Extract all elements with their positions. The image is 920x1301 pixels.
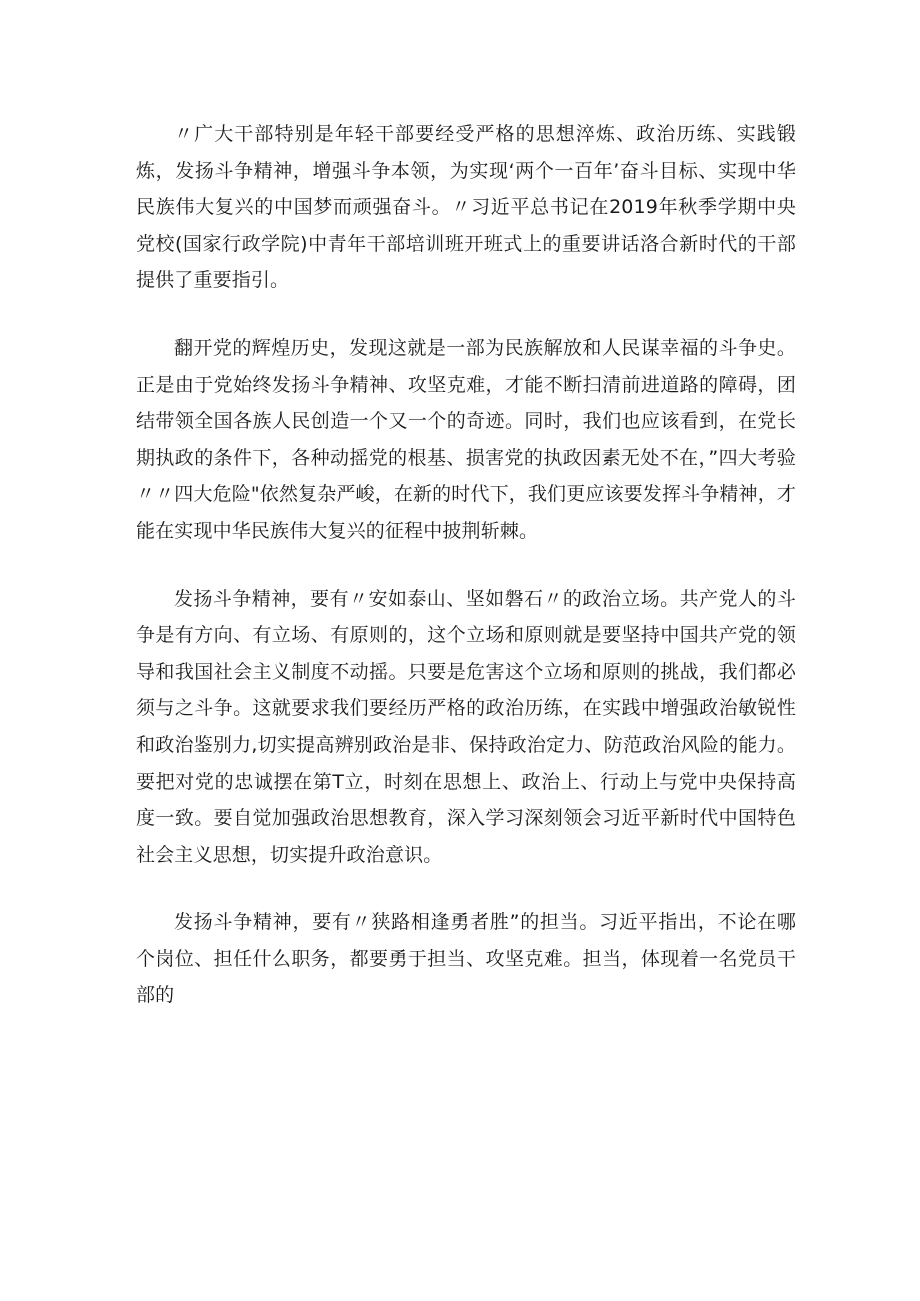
paragraph-3: 发扬斗争精神，要有〃安如泰山、坚如磐石〃的政治立场。共产党人的斗争是有方向、有立场、有原则的，这个立场和原则就是要坚持中国共产党的领导和我国社会主义制度不动摇。只要是危害这个立场和原则的挑战，我们都必须与之斗争。这就要求我们要经历严格的政治历练，在实践中增强政治敏锐性和政治鉴别力,切实提高辨别政治是非、保持政治定力、防范政治风险的能力。要把对党的忠诚摆在第T立，时刻在思想上、政治上、行动上与党中央保持高度一致。要自觉加强政治思想教育，深入学习深刻领会习近平新时代中国特色社会主义思想，切实提升政治意识。 xyxy=(136,587,796,866)
paragraph-2: 翻开党的辉煌历史，发现这就是一部为民族解放和人民谋幸福的斗争史。正是由于党始终发扬斗争精神、攻坚克难，才能不断扫清前进道路的障碍，团结带领全国各族人民创造一个又一个的奇迹。同时，我们也应该看到，在党长期执政的条件下，各种动摇党的根基、损害党的执政因素无处不在，”四大考验〃〃四大危险"依然复杂严峻，在新的时代下，我们更应该要发挥斗争精神，才能在实现中华民族伟大复兴的征程中披荆斩棘。 xyxy=(136,336,796,542)
document-body xyxy=(136,116,796,1045)
paragraph-1: 〃广大干部特别是年轻干部要经受严格的思想淬炼、政治历练、实践锻炼，发扬斗争精神，增强斗争本领，为实现‘两个一百年’奋斗目标、实现中华民族伟大复兴的中国梦而顽强奋斗。〃习近平总书记在2019年秋季学期中央党校(国家行政学院)中青年干部培训班开班式上的重要讲话洛合新时代的干部提供了重要指引。 xyxy=(136,123,796,292)
paragraph-4: 发扬斗争精神，要有〃狭路相逢勇者胜”的担当。习近平指出，不论在哪个岗位、担任什么职务，都要勇于担当、攻坚克难。担当，体现着一名党员干部的 xyxy=(136,911,796,1007)
